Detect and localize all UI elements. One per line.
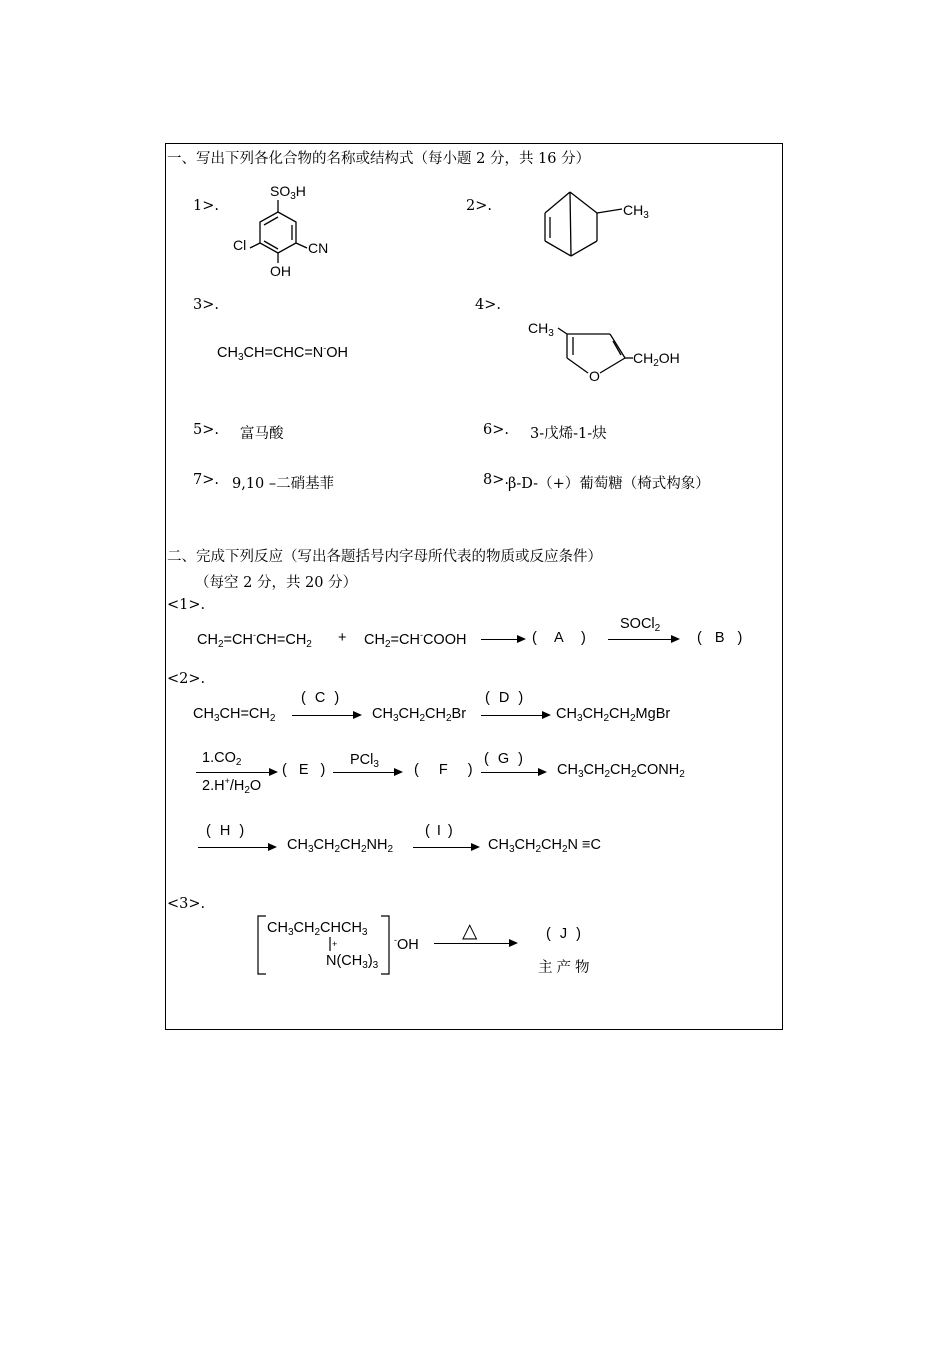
s2-ch3: $CH_3$ — [623, 202, 649, 221]
item-8-number: 8>. — [483, 472, 509, 488]
item-4-number: 4>. — [475, 297, 501, 313]
r2-pcl3: PCl$_3$ — [350, 752, 379, 770]
r1-number: <1>. — [167, 597, 206, 613]
r2-start: $CH_3CH=CH_2$ — [193, 706, 276, 724]
r2-cond-bot: $2.H^+/H_2O$ — [202, 776, 262, 796]
section1-heading: 一、写出下列各化合物的名称或结构式（每小题 2 分，共 16 分） — [167, 151, 591, 167]
r3-anion: -OH — [394, 935, 419, 953]
item-7-name: 9,10 –二硝基菲 — [232, 476, 335, 492]
item-6-number: 6>. — [483, 422, 509, 438]
item-1-number: 1>. — [193, 198, 219, 214]
r1-reactant2: $CH_2=CH^-COOH$ — [364, 630, 467, 650]
item-2-number: 2>. — [466, 198, 492, 214]
r2-H: ( H ) — [206, 823, 245, 839]
item-5-name: 富马酸 — [240, 426, 284, 442]
r3-number: <3>. — [167, 896, 206, 912]
s1-oh: OH — [270, 263, 291, 279]
item-3-number: 3>. — [193, 297, 219, 313]
s1-cn: CN — [308, 240, 329, 256]
r3-cation: $CH_3CH_2CHCH_3$ — [267, 920, 368, 938]
r3-major: 主 产 物 — [538, 960, 590, 976]
r1-plus: + — [338, 630, 347, 646]
section2-subheading: （每空 2 分，共 20 分） — [195, 575, 358, 591]
r3-amine: $N(CH_3)_3$ — [326, 953, 379, 971]
r3-plus: + — [332, 939, 338, 949]
item-3-formula: $CH_3CH=CHC=N^-OH$ — [217, 343, 349, 363]
section2-heading: 二、完成下列反应（写出各题括号内字母所代表的物质或反应条件） — [167, 549, 602, 565]
r2-cond-top: $1.CO_2$ — [202, 750, 242, 768]
r2-E: ( E ) — [282, 762, 326, 778]
r2-p4: $CH_3CH_2CH_2NH_2$ — [287, 837, 394, 855]
r3-heat: △ — [462, 920, 478, 942]
item-7-number: 7>. — [193, 472, 219, 488]
r2-p1: $CH_3CH_2CH_2Br$ — [372, 706, 467, 724]
s1-so3h: $SO_3H$ — [270, 183, 306, 202]
s1-cl: Cl — [233, 237, 247, 253]
item-8-name: β-D-（+）葡萄糖（椅式构象） — [508, 476, 710, 492]
r3-J: ( J ) — [546, 926, 581, 942]
r2-p3: $CH_3CH_2CH_2CONH_2$ — [557, 762, 685, 780]
r1-reactant1: $CH_2=CH^-CH=CH_2$ — [197, 630, 312, 650]
r2-number: <2>. — [167, 671, 206, 687]
r3-arrow — [434, 943, 516, 944]
r2-p2: $CH_3CH_2CH_2MgBr$ — [556, 706, 671, 724]
r1-A: ( A ) — [532, 630, 586, 646]
s4-ch2oh: $CH_2OH$ — [633, 350, 680, 369]
item-6-name: 3-戊烯-1-炔 — [530, 426, 607, 442]
r2-D: ( D ) — [485, 690, 524, 706]
r2-p5: $CH_3CH_2CH_2N \equiv C$ — [488, 837, 601, 855]
s4-ch3: $CH_3$ — [528, 320, 554, 339]
r2-G: ( G ) — [484, 751, 523, 767]
r2-F: ( F ) — [414, 762, 473, 778]
item-5-number: 5>. — [193, 422, 219, 438]
r1-reagent: SOCl$_2$ — [620, 616, 661, 634]
r2-C: ( C ) — [301, 690, 340, 706]
r1-B: ( B ) — [697, 630, 743, 646]
s4-o: O — [589, 368, 600, 384]
r2-I: ( I ) — [425, 823, 453, 839]
